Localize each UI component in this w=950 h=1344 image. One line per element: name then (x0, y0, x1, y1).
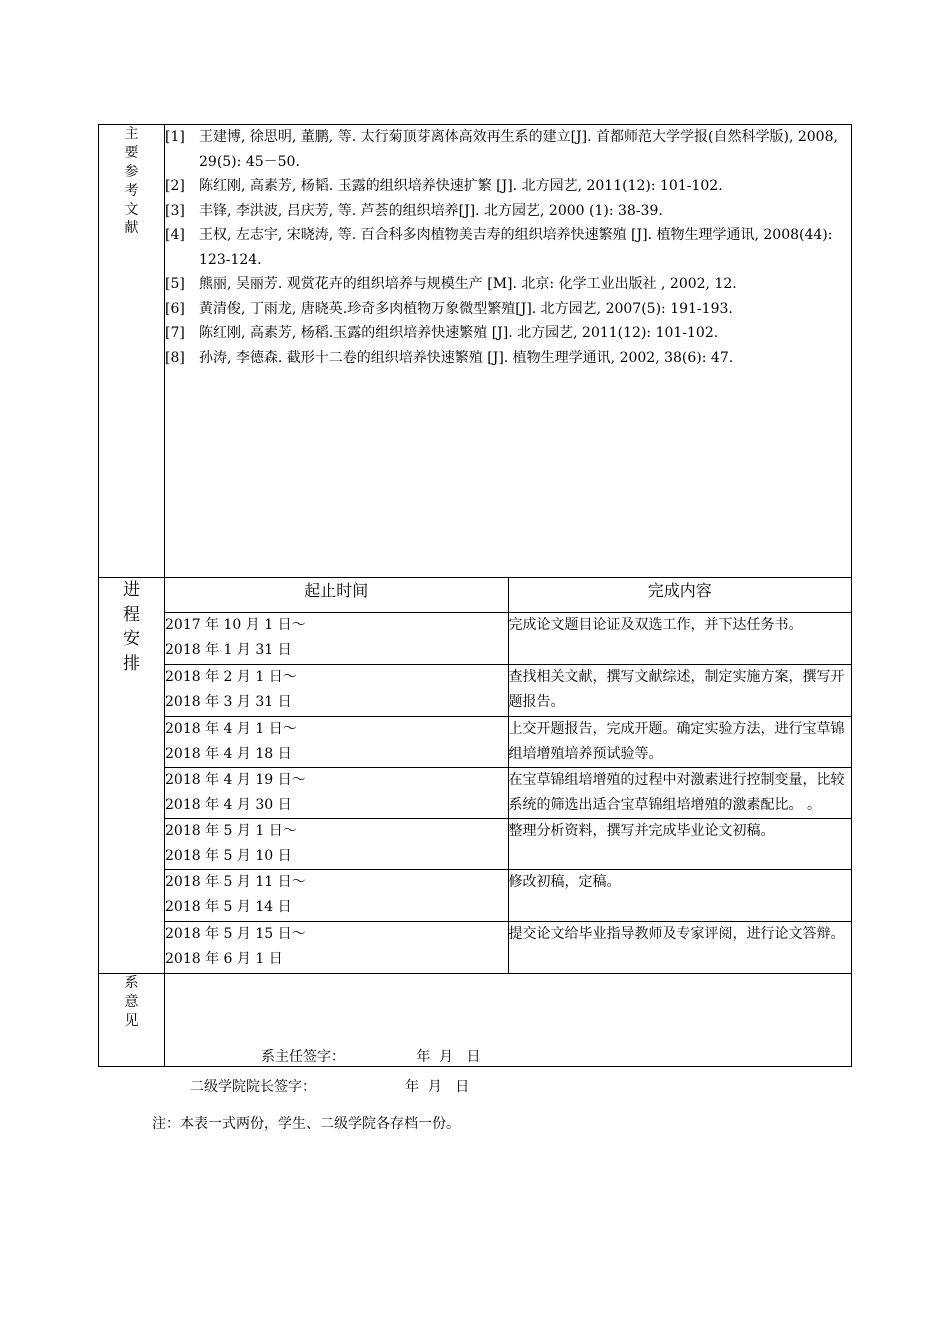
references-label: 主要参考文献 (124, 126, 139, 237)
task-content: 修改初稿，定稿。 (508, 870, 852, 922)
task-content: 整理分析资料，撰写并完成毕业论文初稿。 (508, 819, 852, 870)
date-range: 2018 年 2 月 1 日～ 2018 年 3 月 31 日 (165, 665, 509, 717)
reference-item: [5] 熊丽, 吴丽芳. 观赏花卉的组织培养与规模生产 [M]. 北京: 化学工业出版社 , 2002, 12. (165, 276, 737, 292)
dept-opinion-label-cell (99, 974, 165, 1067)
table-row (99, 717, 852, 768)
reference-item: [2] 陈红刚, 高素芳, 杨韬. 玉露的组织培养快速扩繁 [J]. 北方园艺, 2011(12): 101-102. (165, 178, 723, 194)
date-range: 2018 年 5 月 1 日～ 2018 年 5 月 10 日 (165, 819, 509, 870)
reference-item: [6] 黄清俊, 丁雨龙, 唐晓英.珍奇多肉植物万象微型繁殖[J]. 北方园艺, 2007(5): 191-193. (165, 300, 733, 317)
footnote: 注：本表一式两份，学生、二级学院各存档一份。 (152, 1116, 460, 1132)
reference-item: [1] 王建博, 徐思明, 董鹏, 等. 太行菊顶芽离体高效再生系的建立[J]. 首都师范大学学报(自然科学版), 2008, 29(5): 45－50. (165, 129, 838, 170)
dept-opinion-label: 系意见 (124, 975, 139, 1029)
dept-opinion-row (99, 974, 852, 1067)
schedule-label: 进程安排 (122, 580, 140, 674)
table-row (99, 613, 852, 665)
table-row (99, 819, 852, 870)
table-row (99, 922, 852, 974)
table-row (99, 768, 852, 819)
reference-item: [7] 陈红刚, 高素芳, 杨稻.玉露的组织培养快速繁殖 [J]. 北方园艺, 2011(12): 101-102. (165, 325, 719, 341)
reference-item: [4] 王权, 左志宇, 宋晓涛, 等. 百合科多肉植物美吉寿的组织培养快速繁殖 [J]. 植物生理学通讯, 2008(44): 123-124. (165, 227, 833, 268)
reference-item: [8] 孙涛, 李德森. 截形十二卷的组织培养快速繁殖 [J]. 植物生理学通讯, 2002, 38(6): 47. (165, 349, 734, 366)
date-range: 2018 年 5 月 11 日～ 2018 年 5 月 14 日 (165, 870, 509, 922)
college-dean-signature: 二级学院院长签字： 年 月 日 (190, 1079, 470, 1095)
date-range: 2017 年 10 月 1 日～ 2018 年 1 月 31 日 (165, 613, 509, 665)
proposal-form-table (98, 124, 852, 1067)
schedule-header-row (99, 578, 852, 613)
reference-item: [3] 丰锋, 李洪波, 吕庆芳, 等. 芦荟的组织培养[J]. 北方园艺, 2000 (1): 38-39. (165, 202, 663, 219)
col-header-time: 起止时间 (165, 578, 509, 613)
dept-opinion-field[interactable] (165, 974, 852, 1067)
schedule-label-cell (99, 578, 165, 974)
dept-head-signature: 系主任签字： 年 月 日 (261, 1049, 481, 1065)
col-header-content: 完成内容 (508, 578, 852, 613)
table-row (99, 870, 852, 922)
date-range: 2018 年 5 月 15 日～ 2018 年 6 月 1 日 (165, 922, 509, 974)
date-range: 2018 年 4 月 19 日～ 2018 年 4 月 30 日 (165, 768, 509, 819)
task-content: 在宝草锦组培增殖的过程中对激素进行控制变量，比较系统的筛选出适合宝草锦组培增殖的激素配比。 。 (508, 768, 852, 819)
task-content: 完成论文题目论证及双选工作，并下达任务书。 (508, 613, 852, 665)
task-content: 上交开题报告，完成开题。确定实验方法，进行宝草锦组培增殖培养预试验等。 (508, 717, 852, 768)
date-range: 2018 年 4 月 1 日～ 2018 年 4 月 18 日 (165, 717, 509, 768)
references-row (99, 125, 852, 578)
task-content: 提交论文给毕业指导教师及专家评阅，进行论文答辩。 (508, 922, 852, 974)
references-list (165, 125, 852, 578)
references-label-cell (99, 125, 165, 578)
task-content: 查找相关文献，撰写文献综述，制定实施方案，撰写开题报告。 (508, 665, 852, 717)
table-row (99, 665, 852, 717)
